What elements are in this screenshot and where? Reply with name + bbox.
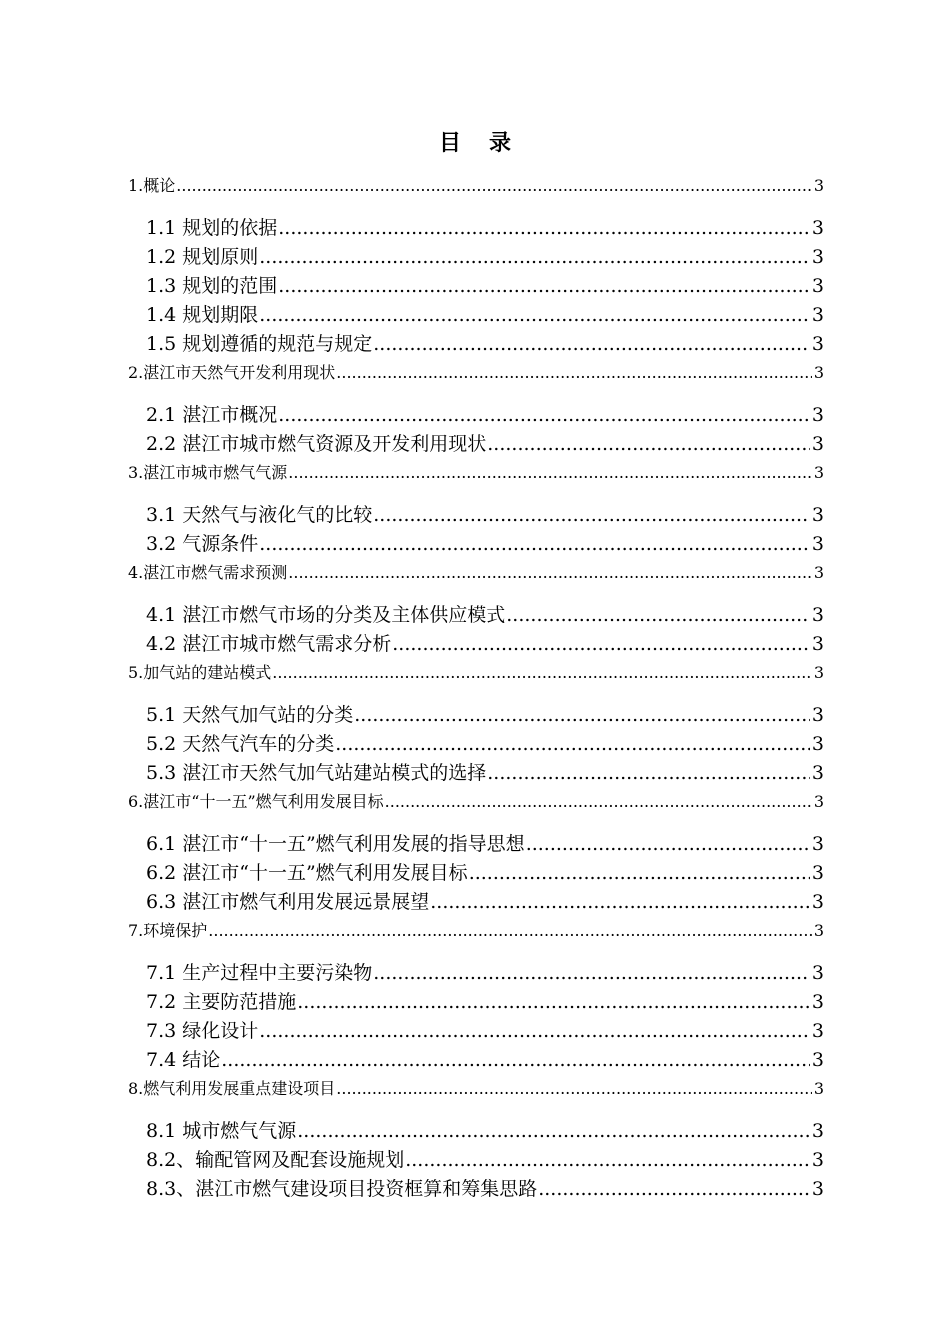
toc-entry-label: 2.湛江市天然气开发利用现状 [128, 363, 336, 382]
toc-title-char-2: 录 [489, 131, 512, 156]
toc-section-entry[interactable] [146, 501, 824, 529]
toc-section-entry[interactable] [146, 1046, 824, 1074]
toc-dot-leader [405, 1146, 810, 1174]
toc-page-number: 3 [811, 962, 824, 984]
toc-title [0, 126, 950, 157]
toc-page-number: 3 [811, 991, 824, 1013]
toc-dot-leader [392, 630, 810, 658]
toc-section-entry[interactable] [146, 888, 824, 916]
toc-dot-leader [259, 530, 810, 558]
toc-page-number: 3 [811, 404, 824, 426]
toc-dot-leader [278, 214, 810, 242]
toc-dot-leader [354, 701, 810, 729]
toc-dot-leader [259, 301, 810, 329]
toc-entry-label: 7.3 绿化设计 [146, 1020, 259, 1042]
toc-entry-label: 8.1 城市燃气气源 [146, 1120, 297, 1142]
toc-dot-leader [373, 959, 810, 987]
toc-page-number: 3 [813, 463, 824, 482]
toc-entry-label: 1.5 规划遵循的规范与规定 [146, 333, 373, 355]
toc-chapter-entry[interactable] [128, 790, 824, 814]
toc-section-entry[interactable] [146, 601, 824, 629]
toc-entry-label: 6.2 湛江市“十一五”燃气利用发展目标 [146, 862, 468, 884]
toc-dot-leader [526, 830, 810, 858]
toc-page-number: 3 [811, 604, 824, 626]
toc-dot-leader [278, 272, 810, 300]
toc-page-number: 3 [811, 246, 824, 268]
toc-page-number: 3 [813, 663, 824, 682]
toc-section-entry[interactable] [146, 830, 824, 858]
toc-entry-label: 1.2 规划原则 [146, 246, 259, 268]
toc-section-entry[interactable] [146, 701, 824, 729]
toc-dot-leader [538, 1175, 810, 1203]
toc-entry-label: 4.2 湛江市城市燃气需求分析 [146, 633, 392, 655]
toc-entry-label: 2.2 湛江市城市燃气资源及开发利用现状 [146, 433, 487, 455]
toc-entry-label: 8.2、输配管网及配套设施规划 [146, 1149, 405, 1171]
toc-entry-label: 3.2 气源条件 [146, 533, 259, 555]
toc-section-entry[interactable] [146, 301, 824, 329]
toc-page-number: 3 [811, 275, 824, 297]
toc-page-number: 3 [813, 921, 824, 940]
toc-page-number: 3 [813, 563, 824, 582]
toc-title-char-1: 目 [438, 131, 461, 156]
toc-page-number: 3 [811, 891, 824, 913]
toc-entry-label: 8.3、湛江市燃气建设项目投资框算和筹集思路 [146, 1178, 538, 1200]
toc-section-entry[interactable] [146, 959, 824, 987]
toc-page-number: 3 [811, 504, 824, 526]
toc-dot-leader [373, 330, 810, 358]
toc-entry-label: 1.概论 [128, 176, 176, 195]
toc-dot-leader [176, 174, 812, 198]
toc-page-number: 3 [811, 304, 824, 326]
toc-entry-label: 5.2 天然气汽车的分类 [146, 733, 335, 755]
toc-dot-leader [336, 1077, 812, 1101]
toc-dot-leader [335, 730, 810, 758]
toc-dot-leader [487, 759, 810, 787]
toc-page-number: 3 [811, 1049, 824, 1071]
toc-entry-label: 1.1 规划的依据 [146, 217, 278, 239]
toc-entry-label: 5.1 天然气加气站的分类 [146, 704, 354, 726]
toc-section-entry[interactable] [146, 988, 824, 1016]
toc-dot-leader [288, 461, 812, 485]
toc-section-entry[interactable] [146, 1175, 824, 1203]
toc-section-entry[interactable] [146, 730, 824, 758]
toc-section-entry[interactable] [146, 330, 824, 358]
toc-section-entry[interactable] [146, 401, 824, 429]
toc-dot-leader [385, 790, 812, 814]
toc-entry-label: 6.1 湛江市“十一五”燃气利用发展的指导思想 [146, 833, 525, 855]
toc-entry-label: 7.1 生产过程中主要污染物 [146, 962, 373, 984]
toc-page-number: 3 [811, 733, 824, 755]
toc-dot-leader [297, 1117, 810, 1145]
toc-section-entry[interactable] [146, 530, 824, 558]
toc-entry-label: 7.环境保护 [128, 921, 208, 940]
toc-entry-label: 7.4 结论 [146, 1049, 221, 1071]
toc-page-number: 3 [811, 833, 824, 855]
toc-section-entry[interactable] [146, 1146, 824, 1174]
toc-page-number: 3 [811, 433, 824, 455]
toc-entry-label: 1.3 规划的范围 [146, 275, 278, 297]
toc-entry-label: 5.加气站的建站模式 [128, 663, 272, 682]
toc-section-entry[interactable] [146, 1017, 824, 1045]
toc-page-number: 3 [811, 762, 824, 784]
toc-page-number: 3 [813, 1079, 824, 1098]
toc-dot-leader [430, 888, 810, 916]
toc-dot-leader [288, 561, 812, 585]
toc-chapter-entry[interactable] [128, 919, 824, 943]
toc-section-entry[interactable] [146, 214, 824, 242]
toc-section-entry[interactable] [146, 859, 824, 887]
toc-page-number: 3 [811, 704, 824, 726]
toc-entry-label: 3.1 天然气与液化气的比较 [146, 504, 373, 526]
toc-dot-leader [278, 401, 810, 429]
toc-entry-label: 6.3 湛江市燃气利用发展远景展望 [146, 891, 430, 913]
toc-chapter-entry[interactable] [128, 561, 824, 585]
toc-entry-label: 3.湛江市城市燃气气源 [128, 463, 288, 482]
toc-page-number: 3 [811, 1149, 824, 1171]
toc-page-number: 3 [811, 533, 824, 555]
toc-page-number: 3 [811, 217, 824, 239]
toc-dot-leader [272, 661, 812, 685]
toc-dot-leader [221, 1046, 810, 1074]
toc-chapter-entry[interactable] [128, 361, 824, 385]
toc-page-number: 3 [813, 176, 824, 195]
toc-section-entry[interactable] [146, 1117, 824, 1145]
toc-chapter-entry[interactable] [128, 661, 824, 685]
toc-page-number: 3 [813, 792, 824, 811]
toc-page-number: 3 [811, 633, 824, 655]
toc-entry-label: 5.3 湛江市天然气加气站建站模式的选择 [146, 762, 487, 784]
toc-chapter-entry[interactable] [128, 461, 824, 485]
toc-entry-label: 2.1 湛江市概况 [146, 404, 278, 426]
toc-dot-leader [487, 430, 810, 458]
toc-page-number: 3 [811, 862, 824, 884]
toc-dot-leader [373, 501, 810, 529]
toc-chapter-entry[interactable] [128, 1077, 824, 1101]
toc-section-entry[interactable] [146, 243, 824, 271]
toc-dot-leader [259, 1017, 810, 1045]
toc-dot-leader [259, 243, 810, 271]
toc-section-entry[interactable] [146, 430, 824, 458]
toc-section-entry[interactable] [146, 630, 824, 658]
toc-chapter-entry[interactable] [128, 174, 824, 198]
toc-entry-label: 1.4 规划期限 [146, 304, 259, 326]
toc-page-number: 3 [811, 1178, 824, 1200]
toc-dot-leader [297, 988, 810, 1016]
toc-section-entry[interactable] [146, 272, 824, 300]
toc-dot-leader [469, 859, 810, 887]
toc-dot-leader [506, 601, 810, 629]
toc-section-entry[interactable] [146, 759, 824, 787]
toc-entry-label: 4.1 湛江市燃气市场的分类及主体供应模式 [146, 604, 506, 626]
toc-page-number: 3 [813, 363, 824, 382]
toc-page-number: 3 [811, 333, 824, 355]
toc-dot-leader [336, 361, 812, 385]
toc-entry-label: 7.2 主要防范措施 [146, 991, 297, 1013]
toc-page-number: 3 [811, 1120, 824, 1142]
toc-entry-label: 8.燃气利用发展重点建设项目 [128, 1079, 336, 1098]
toc-entry-label: 6.湛江市“十一五”燃气利用发展目标 [128, 792, 384, 811]
toc-page-number: 3 [811, 1020, 824, 1042]
toc-dot-leader [208, 919, 812, 943]
toc-entry-label: 4.湛江市燃气需求预测 [128, 563, 288, 582]
